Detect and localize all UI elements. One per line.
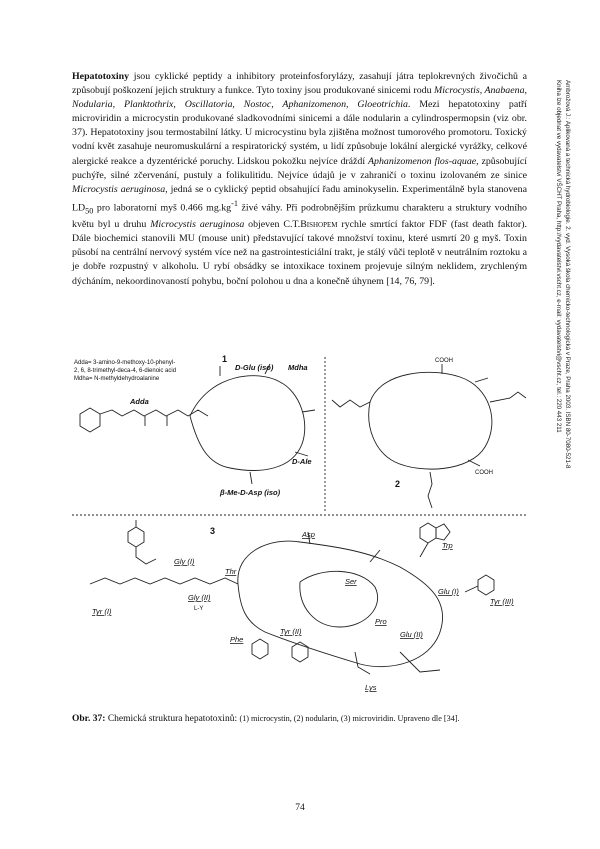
label-glu1: Glu (I): [438, 587, 459, 596]
mdha-definition: Mdha= N-methyldehydroalanine: [74, 376, 160, 382]
macrocycle-2: [369, 372, 492, 469]
label-dale: D-Ale: [292, 457, 312, 466]
phenyl-ring-1: [80, 408, 100, 432]
page-number: 74: [295, 803, 305, 813]
inner-ring-3: [300, 571, 378, 627]
label-gly2: Gly (II): [188, 593, 211, 602]
label-thr: Thr: [225, 567, 237, 576]
label-cooh-bottom: COOH: [475, 470, 493, 476]
label-phe: Phe: [230, 635, 244, 644]
phe-ring: [252, 639, 268, 659]
label-glu2: Glu (II): [400, 630, 423, 639]
label-ser: Ser: [345, 577, 357, 586]
phenol-ring-3: [128, 527, 144, 547]
term-hepatotoxiny: Hepatotoxiny: [72, 71, 130, 82]
macrocycle-1: [190, 376, 305, 471]
label-asp: Asp: [302, 530, 315, 539]
citation-line-2: Kniha lze objednat ve vydavatelství VŠCHT Praha, http://vydavatelstvi.vscht.cz, e-mail: vydavatelstvi@vscht.cz, tel.: 220 443 211: [555, 80, 562, 433]
label-adda: Adda: [130, 397, 149, 406]
chemical-structures-figure: [70, 352, 530, 697]
label-tyr3: Tyr (III): [490, 597, 514, 606]
label-dglu: D-Glu (iso): [235, 363, 274, 372]
label-lys: Lys: [365, 683, 377, 692]
label-ly: L-Y: [194, 606, 204, 612]
label-pro: Pro: [375, 617, 387, 626]
label-trp: Trp: [442, 541, 453, 550]
tyr3-ring: [478, 575, 494, 595]
citation-line-1: Ambrožová J.: Aplikovaná a technická hydrobiologie. 2. vyd. Vysoká škola chemicko-technologická v Praze, Praha 2003. ISBN 80-7080-521-8: [564, 80, 571, 469]
body-paragraph: Hepatotoxiny jsou cyklické peptidy a inhibitory proteinfosforylázy, zasahují játra teplokrevných živočichů a způsobují poškození jejich struktury a funkce. Tyto toxiny jsou produkované sinicemi rodu Microcystis, Anabaena, Nodularia, Planktothrix, Oscillatoria, Nostoc, Aphanizomenon, Gloeotrichia. Mezi hepatotoxiny patří microviridin a microcystin produkované sladkovodními sinicemi a dále nodularin a cylindrospermopsin (viz obr. 37). Hepatotoxiny jsou termostabilní látky. U microcystinu byla zjištěna možnost tumorového promotoru. Toxický vodní květ zasahuje neuromuskulární a respiratorický systém, u lidí způsobuje lokální alergické vyrážky, celkové alergické reakce a dyzentérické poruchy. Lidskou pokožku nejvíce dráždí Aphanizomenon flos-aquae, způsobující puchýře, silné zčervenání, pustuly a folikulitidu. Nejvíce údajů je v zahraničí o toxinu izolovaném ze sinice Microcystis aeruginosa, jedná se o cyklický peptid obsahující řadu aminokyselin. Experimentálně byla stanovena $LD_{50}$ pro laboratorní myš 0.466 $mg.kg^{-1}$ živé váhy. Při podrobnějším průzkumu charakteru a struktury vodního květu byl u druhu Microcystis aeruginosa objeven C.T.Bishopem rychle smrtící faktor FDF (fast death faktor). Dále biochemici stanovili MU (mouse unit) představující takové množství toxinu, které usmrtí 20 g myš. Toxin působí na centrální nervový systém více než na gastrointesticiální trakt, je stálý vůči teplotě v neutrálním roztoku a je dobře rozpustný v alkoholu. U rybí obsádky se intoxikace toxinem projevuje silným neklidem, zrychleným dýcháním, nekoordinovaností pohybu, boční polohou u dna a konečně úhynem [14, 76, 79].: [72, 71, 527, 287]
figure-caption: Obr. 37: Chemická struktura hepatotoxinů: (1) microcystin, (2) nodularin, (3) microviridin. Upraveno dle [34].: [72, 714, 460, 724]
label-tyr1: Tyr (I): [92, 607, 112, 616]
structures-svg: [70, 352, 530, 697]
label-structure-1: 1: [222, 354, 228, 364]
label-gly1: Gly (I): [174, 557, 195, 566]
label-structure-3: 3: [210, 526, 216, 536]
macrocycle-3: [238, 541, 443, 667]
adda-definition-2: 2, 6, 8-trimethyl-deca-4, 6-dienoic acid: [74, 368, 177, 374]
label-bmeasp: β-Me-D-Asp (iso): [220, 488, 281, 497]
label-mdha: Mdha: [288, 363, 308, 372]
label-tyr2: Tyr (II): [280, 627, 302, 636]
label-structure-2: 2: [395, 479, 401, 489]
adda-definition: Adda= 3-amino-9-methoxy-10-phenyl-: [74, 360, 176, 366]
caption-label: Obr. 37:: [72, 714, 106, 724]
label-cooh-top: COOH: [435, 358, 453, 364]
indole-ring-3: [420, 523, 436, 543]
citation-sidebar: [554, 80, 572, 730]
